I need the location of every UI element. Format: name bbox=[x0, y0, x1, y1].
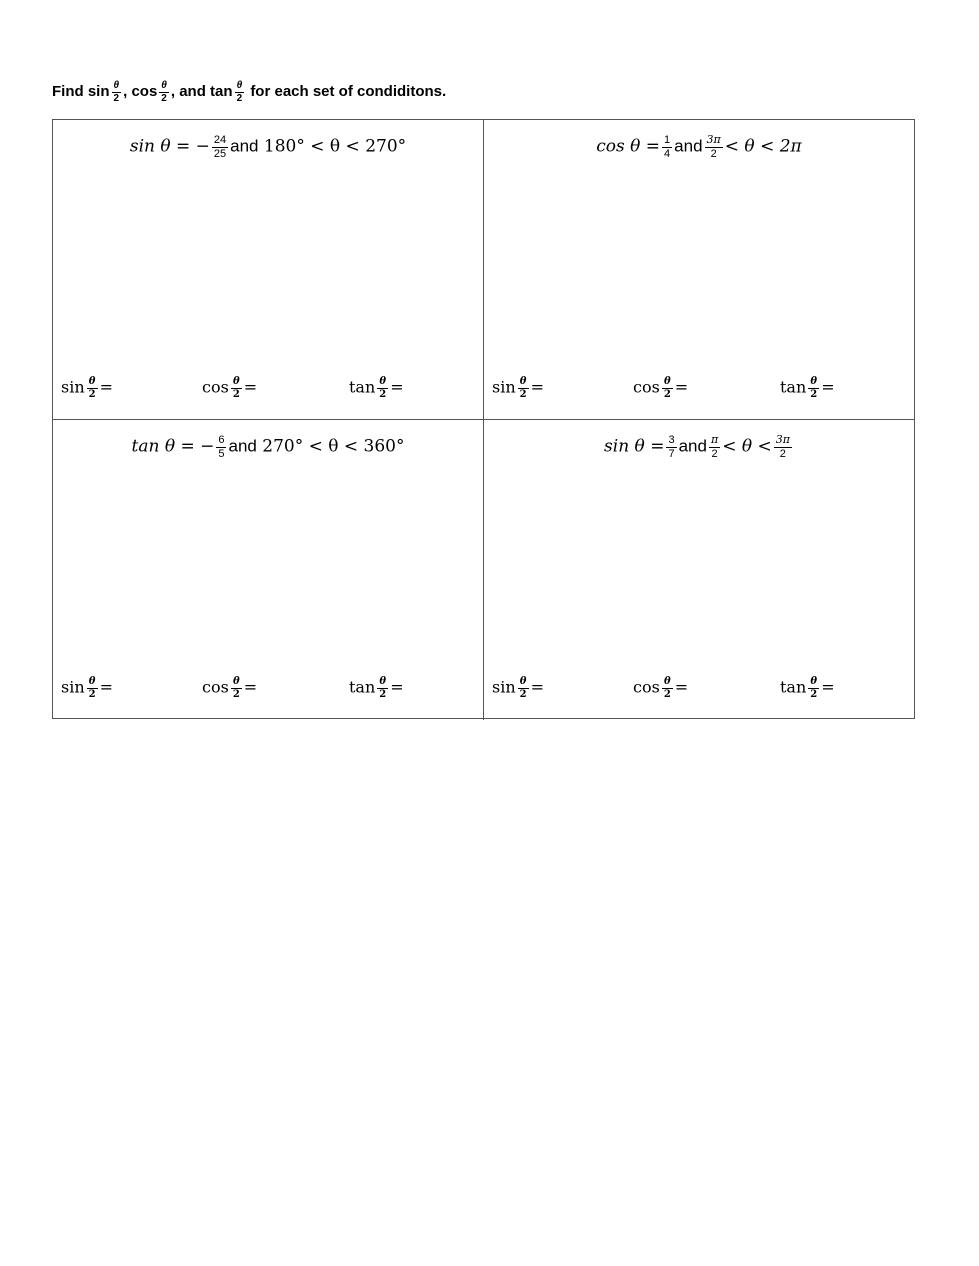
problem-cell-4 bbox=[484, 420, 914, 720]
half-theta-fraction: $\frac{\theta}{2}$ bbox=[161, 80, 167, 104]
instructions-tail: for each set of condiditons. bbox=[250, 82, 447, 100]
problem-condition-2: cos θ = $\frac{1}{4}$ and $\frac{3\pi}{2}$ < θ < 2π bbox=[596, 133, 802, 160]
answer-tan-half: tan $\frac{\theta}{2}$ = bbox=[349, 676, 404, 700]
problem-grid bbox=[52, 119, 915, 719]
problem-cell-3 bbox=[53, 420, 484, 720]
answer-sin-half: sin $\frac{\theta}{2}$ = bbox=[492, 676, 545, 700]
problem-condition-1: sin θ = − $\frac{24}{25}$ and 180° < θ < 270° bbox=[129, 134, 407, 160]
instructions-sin: sin bbox=[87, 82, 110, 100]
answer-cos-half: cos $\frac{\theta}{2}$ = bbox=[202, 676, 258, 700]
problem-cell-2 bbox=[484, 120, 914, 420]
instructions-find: Find bbox=[52, 82, 84, 100]
problem-condition-3: tan θ = − $\frac{6}{5}$ and 270° < θ < 360° bbox=[131, 434, 405, 460]
answer-sin-half: sin $\frac{\theta}{2}$ = bbox=[61, 376, 114, 400]
answer-sin-half: sin $\frac{\theta}{2}$ = bbox=[61, 676, 114, 700]
answer-cos-half: cos $\frac{\theta}{2}$ = bbox=[633, 376, 689, 400]
half-theta-fraction: $\frac{\theta}{2}$ bbox=[236, 80, 243, 104]
problem-condition-4: sin θ = $\frac{3}{7}$ and $\frac{\pi}{2}$ < θ < $\frac{3\pi}{2}$ bbox=[604, 433, 790, 460]
problem-cell-1 bbox=[53, 120, 484, 420]
instructions-and-tan: and tan bbox=[179, 82, 233, 100]
answer-cos-half: cos $\frac{\theta}{2}$ = bbox=[633, 676, 689, 700]
answer-sin-half: sin $\frac{\theta}{2}$ = bbox=[492, 376, 545, 400]
instructions-cos: cos bbox=[131, 82, 158, 100]
answer-tan-half: tan $\frac{\theta}{2}$ = bbox=[780, 376, 835, 400]
answer-cos-half: cos $\frac{\theta}{2}$ = bbox=[202, 376, 258, 400]
half-theta-fraction: $\frac{\theta}{2}$ bbox=[113, 80, 120, 104]
instructions: Find sin $\frac{\theta}{2}$ , cos $\frac{\theta}{2}$ , and tan $\frac{\theta}{2}$ for each set of condiditons. bbox=[52, 80, 447, 104]
answer-tan-half: tan $\frac{\theta}{2}$ = bbox=[780, 676, 835, 700]
answer-tan-half: tan $\frac{\theta}{2}$ = bbox=[349, 376, 404, 400]
